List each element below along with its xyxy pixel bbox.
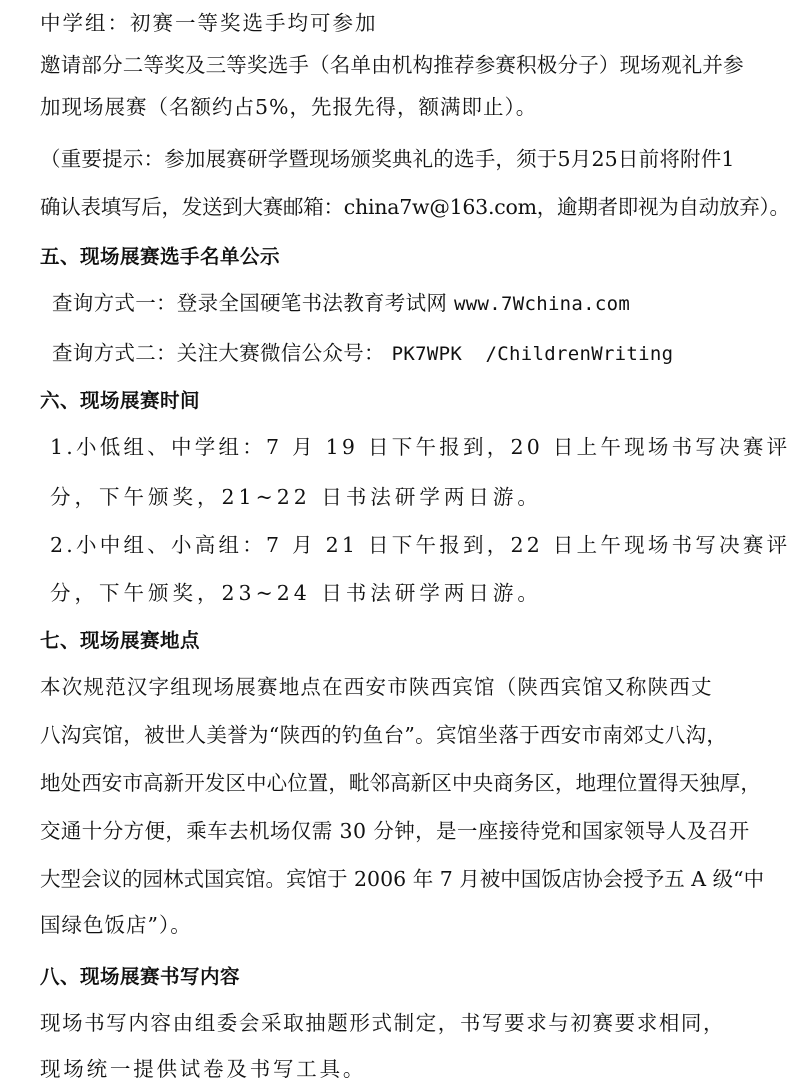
schedule-item-1: 1.小低组、中学组：7 月 19 日下午报到，20 日上午现场书写决赛评	[50, 435, 791, 459]
paragraph-line: 现场统一提供试卷及书写工具。	[40, 1057, 367, 1081]
section-heading-7: 七、现场展赛地点	[40, 629, 201, 652]
schedule-item-1-cont: 分，下午颁奖，21~22 日书法研学两日游。	[50, 485, 542, 509]
section-heading-5: 五、现场展赛选手名单公示	[40, 245, 281, 268]
paragraph-line: 确认表填写后，发送到大赛邮箱：china7w@163.com，逾期者即视为自动放弃）。	[40, 195, 790, 219]
schedule-item-2: 2.小中组、小高组：7 月 21 日下午报到，22 日上午现场书写决赛评	[50, 533, 791, 557]
section-heading-8: 八、现场展赛书写内容	[40, 965, 241, 988]
paragraph-line: 本次规范汉字组现场展赛地点在西安市陕西宾馆（陕西宾馆又称陕西丈	[40, 675, 713, 699]
paragraph-line: 现场书写内容由组委会采取抽题形式制定，书写要求与初赛要求相同，	[40, 1011, 726, 1035]
paragraph-line: 八沟宾馆，被世人美誉为“陕西的钓鱼台”。宾馆坐落于西安市南郊丈八沟，	[40, 723, 728, 747]
paragraph-line: 中学组：初赛一等奖选手均可参加	[40, 11, 378, 35]
query-label: 查询方式二：关注大赛微信公众号：	[52, 341, 385, 365]
query-label: 查询方式一：登录全国硬笔书法教育考试网	[52, 291, 448, 315]
schedule-item-2-cont: 分，下午颁奖，23~24 日书法研学两日游。	[50, 581, 542, 605]
paragraph-line: 大型会议的园林式国宾馆。宾馆于 2006 年 7 月被中国饭店协会授予五 A 级“中	[40, 867, 765, 891]
paragraph-line: 邀请部分二等奖及三等奖选手（名单由机构推荐参赛积极分子）现场观礼并参	[40, 53, 744, 77]
paragraph-line: （重要提示：参加展赛研学暨现场颁奖典礼的选手，须于5月25日前将附件1	[40, 147, 735, 171]
website-url: www.7Wchina.com	[454, 293, 631, 315]
query-line-2	[52, 340, 673, 367]
query-line-1	[52, 290, 630, 317]
paragraph-line: 地处西安市高新开发区中心位置，毗邻高新区中央商务区，地理位置得天独厚，	[40, 771, 761, 795]
wechat-account: PK7WPK /ChildrenWriting	[391, 343, 674, 365]
paragraph-line: 国绿色饭店”）。	[40, 913, 192, 937]
paragraph-line: 交通十分方便，乘车去机场仅需 30 分钟，是一座接待党和国家领导人及召开	[40, 819, 750, 843]
section-heading-6: 六、现场展赛时间	[40, 389, 201, 412]
paragraph-line: 加现场展赛（名额约占5%，先报先得，额满即止）。	[40, 95, 538, 119]
